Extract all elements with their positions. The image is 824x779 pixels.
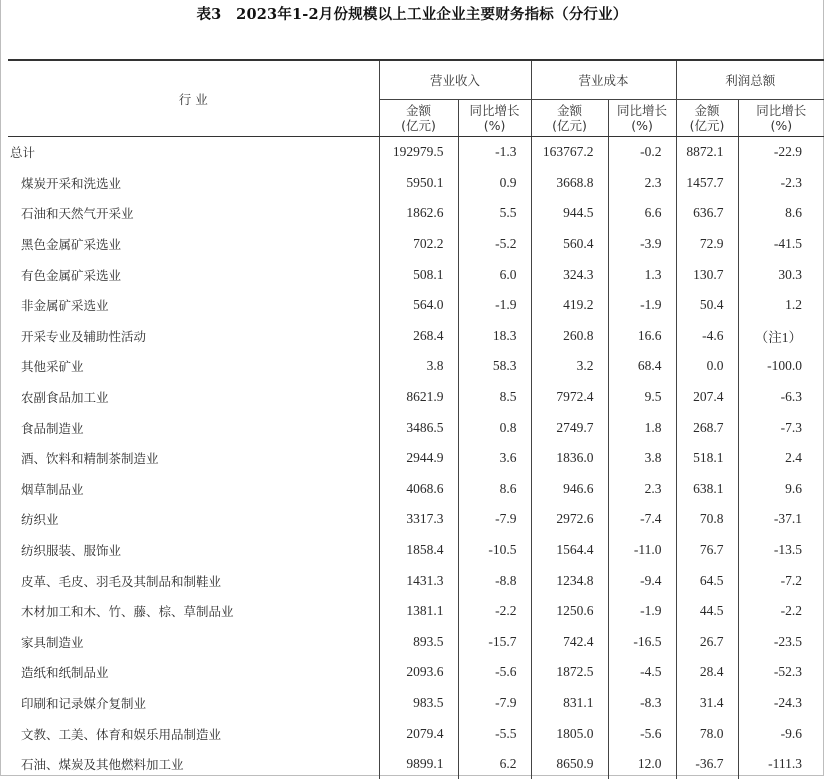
cost-growth-cell: 16.6 (608, 321, 676, 352)
revenue-growth-cell: -5.2 (458, 229, 531, 260)
profit-growth-cell: -41.5 (738, 229, 824, 260)
revenue-growth-cell: -8.8 (458, 565, 531, 596)
revenue-amount-cell: 192979.5 (379, 137, 458, 168)
revenue-growth-cell: 6.0 (458, 259, 531, 290)
cost-amount-cell: 163767.2 (531, 137, 608, 168)
profit-growth-header: 同比增长 (%) (738, 100, 824, 137)
profit-amount-cell: 70.8 (676, 504, 738, 535)
cost-group-header: 营业成本 (531, 60, 676, 100)
revenue-growth-cell: 18.3 (458, 321, 531, 352)
revenue-amount-cell: 983.5 (379, 688, 458, 719)
profit-amount-cell: 31.4 (676, 688, 738, 719)
revenue-growth-cell: -10.5 (458, 535, 531, 566)
industry-name-cell: 家具制造业 (8, 627, 379, 658)
cost-amount-cell: 831.1 (531, 688, 608, 719)
industry-name-cell: 文教、工美、体育和娱乐用品制造业 (8, 718, 379, 749)
profit-amount-cell: 28.4 (676, 657, 738, 688)
profit-amount-cell: 64.5 (676, 565, 738, 596)
revenue-amount-cell: 702.2 (379, 229, 458, 260)
industry-name-cell: 皮革、毛皮、羽毛及其制品和制鞋业 (8, 565, 379, 596)
cost-amount-cell: 742.4 (531, 627, 608, 658)
revenue-growth-cell: -5.6 (458, 657, 531, 688)
table-row (8, 382, 824, 413)
revenue-amount-cell: 3486.5 (379, 412, 458, 443)
cost-amount-cell: 2972.6 (531, 504, 608, 535)
profit-growth-cell: 8.6 (738, 198, 824, 229)
cost-growth-cell: 12.0 (608, 749, 676, 779)
profit-growth-cell: 1.2 (738, 290, 824, 321)
cost-amount-cell: 560.4 (531, 229, 608, 260)
profit-group-header: 利润总额 (676, 60, 824, 100)
profit-growth-cell: -2.2 (738, 596, 824, 627)
profit-amount-cell: 636.7 (676, 198, 738, 229)
profit-amount-cell: 76.7 (676, 535, 738, 566)
profit-amount-cell: 26.7 (676, 627, 738, 658)
revenue-amount-cell: 508.1 (379, 259, 458, 290)
profit-amount-cell: 268.7 (676, 412, 738, 443)
revenue-growth-cell: -2.2 (458, 596, 531, 627)
profit-growth-cell: -23.5 (738, 627, 824, 658)
profit-growth-cell: -7.2 (738, 565, 824, 596)
revenue-amount-cell: 2944.9 (379, 443, 458, 474)
industry-name-cell: 食品制造业 (8, 412, 379, 443)
profit-growth-cell: -111.3 (738, 749, 824, 779)
table-row (8, 749, 824, 779)
table-row (8, 627, 824, 658)
revenue-growth-cell: 5.5 (458, 198, 531, 229)
industry-name-cell: 总计 (8, 137, 379, 168)
profit-amount-cell: -36.7 (676, 749, 738, 779)
cost-growth-cell: 68.4 (608, 351, 676, 382)
industry-name-cell: 纺织服装、服饰业 (8, 535, 379, 566)
revenue-amount-cell: 1431.3 (379, 565, 458, 596)
revenue-growth-cell: 58.3 (458, 351, 531, 382)
profit-amount-header: 金额 (亿元) (676, 100, 738, 137)
profit-amount-cell: 72.9 (676, 229, 738, 260)
table-row (8, 443, 824, 474)
revenue-group-header: 营业收入 (379, 60, 531, 100)
industry-name-cell: 煤炭开采和洗选业 (8, 168, 379, 199)
revenue-growth-cell: 0.8 (458, 412, 531, 443)
revenue-growth-cell: 3.6 (458, 443, 531, 474)
profit-growth-cell: -24.3 (738, 688, 824, 719)
cost-amount-cell: 2749.7 (531, 412, 608, 443)
industry-name-cell: 造纸和纸制品业 (8, 657, 379, 688)
table-row (8, 290, 824, 321)
profit-growth-cell: -100.0 (738, 351, 824, 382)
table-row (8, 657, 824, 688)
revenue-amount-cell: 1862.6 (379, 198, 458, 229)
table-row (8, 259, 824, 290)
revenue-growth-cell: 8.5 (458, 382, 531, 413)
cost-growth-cell: -3.9 (608, 229, 676, 260)
revenue-growth-cell: 6.2 (458, 749, 531, 779)
financial-indicators-table (8, 59, 824, 779)
cost-growth-cell: -16.5 (608, 627, 676, 658)
profit-amount-cell: 130.7 (676, 259, 738, 290)
industry-name-cell: 烟草制品业 (8, 474, 379, 505)
profit-growth-cell: -13.5 (738, 535, 824, 566)
cost-amount-cell: 944.5 (531, 198, 608, 229)
revenue-growth-cell: -7.9 (458, 504, 531, 535)
table-row (8, 321, 824, 352)
profit-amount-cell: 518.1 (676, 443, 738, 474)
industry-name-cell: 石油、煤炭及其他燃料加工业 (8, 749, 379, 779)
table-row (8, 565, 824, 596)
cost-amount-cell: 3.2 (531, 351, 608, 382)
revenue-amount-cell: 3317.3 (379, 504, 458, 535)
table-body (8, 137, 824, 779)
revenue-amount-cell: 4068.6 (379, 474, 458, 505)
cost-amount-cell: 1805.0 (531, 718, 608, 749)
profit-amount-cell: 638.1 (676, 474, 738, 505)
industry-name-cell: 其他采矿业 (8, 351, 379, 382)
table-row (8, 596, 824, 627)
table-row (8, 504, 824, 535)
profit-growth-cell: -2.3 (738, 168, 824, 199)
cost-growth-cell: -8.3 (608, 688, 676, 719)
revenue-amount-cell: 8621.9 (379, 382, 458, 413)
table-row (8, 718, 824, 749)
industry-name-cell: 有色金属矿采选业 (8, 259, 379, 290)
cost-growth-cell: 1.3 (608, 259, 676, 290)
industry-name-cell: 农副食品加工业 (8, 382, 379, 413)
profit-amount-cell: 50.4 (676, 290, 738, 321)
cost-growth-cell: -5.6 (608, 718, 676, 749)
profit-amount-cell: 207.4 (676, 382, 738, 413)
profit-amount-cell: 8872.1 (676, 137, 738, 168)
industry-header: 行 业 (8, 60, 379, 137)
table-title: 表3 2023年1-2月份规模以上工业企业主要财务指标（分行业） (0, 3, 824, 24)
cost-growth-cell: 2.3 (608, 168, 676, 199)
profit-growth-cell: -22.9 (738, 137, 824, 168)
revenue-growth-cell: -15.7 (458, 627, 531, 658)
profit-growth-cell: -37.1 (738, 504, 824, 535)
revenue-amount-cell: 9899.1 (379, 749, 458, 779)
cost-amount-cell: 1250.6 (531, 596, 608, 627)
industry-name-cell: 木材加工和木、竹、藤、棕、草制品业 (8, 596, 379, 627)
table-row (8, 168, 824, 199)
cost-growth-cell: -4.5 (608, 657, 676, 688)
profit-growth-cell: 2.4 (738, 443, 824, 474)
revenue-amount-cell: 893.5 (379, 627, 458, 658)
revenue-amount-header: 金额 (亿元) (379, 100, 458, 137)
table-row (8, 688, 824, 719)
cost-growth-cell: -9.4 (608, 565, 676, 596)
profit-amount-cell: 44.5 (676, 596, 738, 627)
cost-amount-cell: 324.3 (531, 259, 608, 290)
revenue-amount-cell: 2079.4 (379, 718, 458, 749)
cost-growth-cell: -7.4 (608, 504, 676, 535)
cost-amount-cell: 3668.8 (531, 168, 608, 199)
profit-growth-cell: -52.3 (738, 657, 824, 688)
cost-growth-cell: 2.3 (608, 474, 676, 505)
revenue-amount-cell: 564.0 (379, 290, 458, 321)
header-row-groups (8, 60, 824, 100)
industry-name-cell: 纺织业 (8, 504, 379, 535)
profit-growth-cell: 30.3 (738, 259, 824, 290)
cost-amount-cell: 946.6 (531, 474, 608, 505)
cost-amount-header: 金额 (亿元) (531, 100, 608, 137)
profit-amount-cell: 78.0 (676, 718, 738, 749)
cost-growth-cell: 9.5 (608, 382, 676, 413)
revenue-growth-cell: -5.5 (458, 718, 531, 749)
industry-name-cell: 印刷和记录媒介复制业 (8, 688, 379, 719)
revenue-amount-cell: 268.4 (379, 321, 458, 352)
revenue-growth-cell: 0.9 (458, 168, 531, 199)
cost-growth-cell: -0.2 (608, 137, 676, 168)
industry-name-cell: 非金属矿采选业 (8, 290, 379, 321)
cost-amount-cell: 1564.4 (531, 535, 608, 566)
table-row (8, 474, 824, 505)
table-row (8, 535, 824, 566)
table-row-total (8, 137, 824, 168)
profit-growth-cell: -9.6 (738, 718, 824, 749)
table-row (8, 412, 824, 443)
industry-name-cell: 酒、饮料和精制茶制造业 (8, 443, 379, 474)
revenue-amount-cell: 1858.4 (379, 535, 458, 566)
industry-name-cell: 开采专业及辅助性活动 (8, 321, 379, 352)
cost-growth-cell: -1.9 (608, 596, 676, 627)
profit-growth-cell: 9.6 (738, 474, 824, 505)
table-row (8, 351, 824, 382)
revenue-growth-header: 同比增长 (%) (458, 100, 531, 137)
revenue-amount-cell: 5950.1 (379, 168, 458, 199)
revenue-amount-cell: 3.8 (379, 351, 458, 382)
revenue-amount-cell: 1381.1 (379, 596, 458, 627)
cost-growth-cell: 6.6 (608, 198, 676, 229)
cost-growth-cell: 3.8 (608, 443, 676, 474)
profit-amount-cell: 0.0 (676, 351, 738, 382)
industry-name-cell: 黑色金属矿采选业 (8, 229, 379, 260)
profit-amount-cell: 1457.7 (676, 168, 738, 199)
profit-amount-cell: -4.6 (676, 321, 738, 352)
cost-growth-cell: -11.0 (608, 535, 676, 566)
cost-growth-cell: -1.9 (608, 290, 676, 321)
revenue-growth-cell: -7.9 (458, 688, 531, 719)
revenue-growth-cell: -1.3 (458, 137, 531, 168)
revenue-growth-cell: -1.9 (458, 290, 531, 321)
cost-amount-cell: 260.8 (531, 321, 608, 352)
revenue-growth-cell: 8.6 (458, 474, 531, 505)
cost-amount-cell: 8650.9 (531, 749, 608, 779)
revenue-amount-cell: 2093.6 (379, 657, 458, 688)
profit-growth-cell: -7.3 (738, 412, 824, 443)
table-row (8, 198, 824, 229)
cost-growth-cell: 1.8 (608, 412, 676, 443)
cost-amount-cell: 1872.5 (531, 657, 608, 688)
table-row (8, 229, 824, 260)
industry-name-cell: 石油和天然气开采业 (8, 198, 379, 229)
profit-growth-cell: -6.3 (738, 382, 824, 413)
cost-amount-cell: 1836.0 (531, 443, 608, 474)
cost-growth-header: 同比增长 (%) (608, 100, 676, 137)
cost-amount-cell: 7972.4 (531, 382, 608, 413)
profit-growth-cell: （注1） (738, 321, 824, 352)
cost-amount-cell: 419.2 (531, 290, 608, 321)
cost-amount-cell: 1234.8 (531, 565, 608, 596)
